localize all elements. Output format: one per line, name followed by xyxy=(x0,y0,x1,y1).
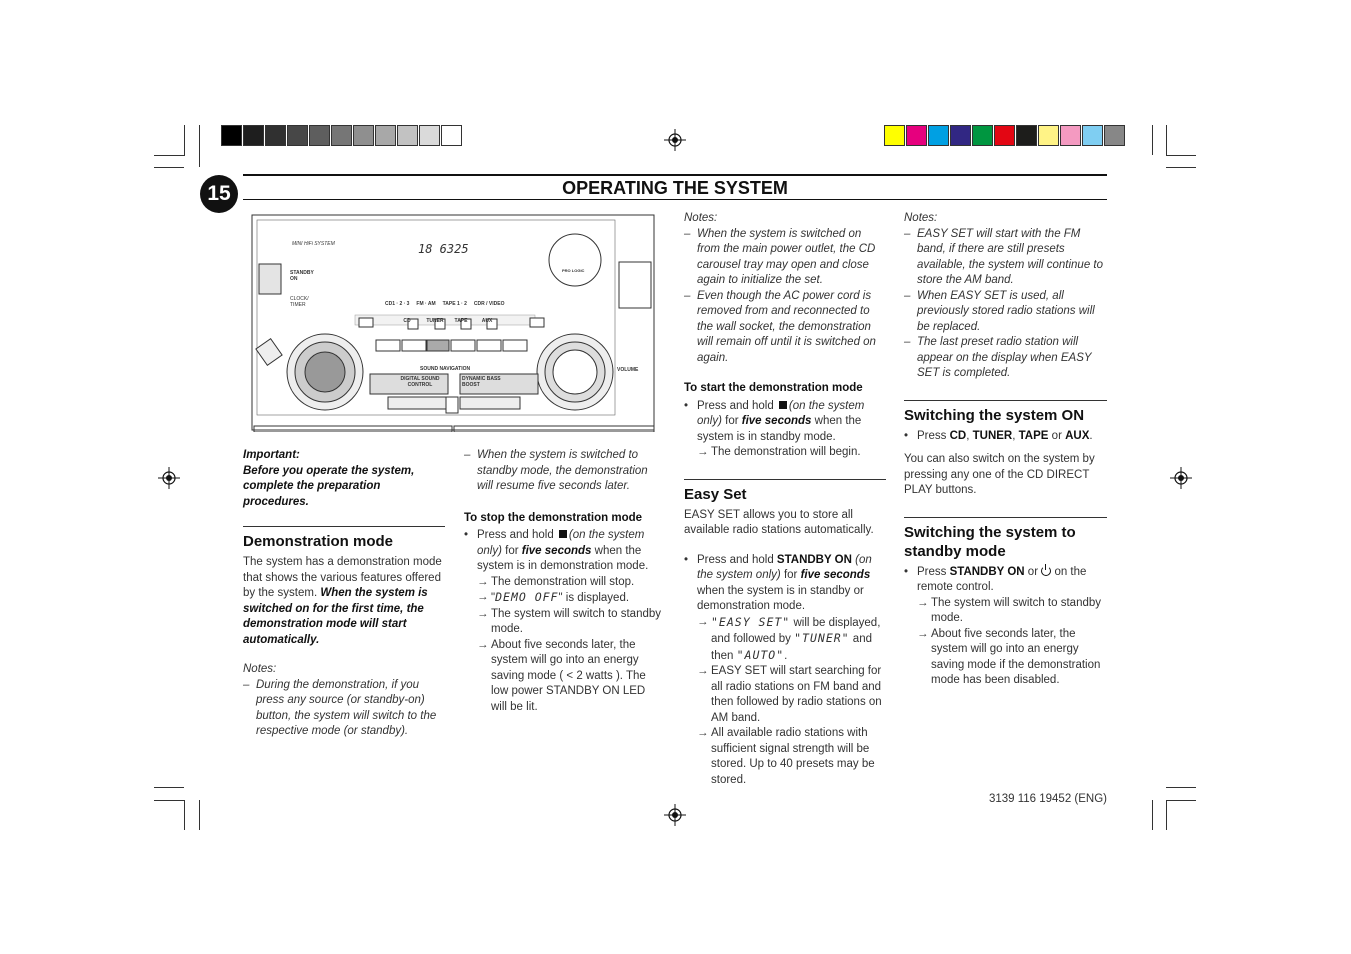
result-item: → "DEMO OFF" is displayed. xyxy=(477,590,630,604)
device-display: 18 6325 xyxy=(418,242,469,256)
color-swatch xyxy=(1016,125,1037,146)
column-1 xyxy=(243,448,445,740)
gray-swatch xyxy=(419,125,440,146)
document-code: 3139 116 19452 (ENG) xyxy=(988,793,1107,805)
arrow-icon: → xyxy=(697,727,709,739)
notes-label: Notes: xyxy=(904,212,938,224)
registration-mark-icon xyxy=(1170,467,1192,489)
result-item: → The system will switch to standby mode. xyxy=(917,596,1102,624)
registration-mark-icon xyxy=(158,467,180,489)
note-item: – When the system is switched to standby mode, the demonstration will resume five seconds later. xyxy=(464,449,648,492)
color-swatch xyxy=(884,125,905,146)
result-item: → About five seconds later, the system will go into an energy saving mode if the demonstration mode has been disabled. xyxy=(917,627,1101,686)
color-swatch xyxy=(906,125,927,146)
stop-square-icon xyxy=(779,401,787,409)
note-item: – EASY SET will start with the FM band, if there are still presets available, the system will continue to store the AM band. xyxy=(904,227,1104,286)
color-swatch xyxy=(1038,125,1059,146)
easy-set-paragraph: EASY SET allows you to store all available radio stations automatically. xyxy=(684,508,874,536)
gray-swatch xyxy=(375,125,396,146)
color-swatch xyxy=(972,125,993,146)
column-4 xyxy=(904,211,1107,689)
note-item: – During the demonstration, if you press any source (or standby-on) button, the system will switch to the respective mode (or standby). xyxy=(243,678,437,737)
column-2 xyxy=(464,448,662,715)
arrow-icon: → xyxy=(477,591,489,603)
power-icon xyxy=(1041,566,1051,576)
arrow-icon: → xyxy=(477,575,489,588)
registration-mark-icon xyxy=(664,804,686,826)
standby-step: • Press STANDBY ON or on the remote control. xyxy=(904,565,1107,596)
column-3 xyxy=(684,211,886,788)
demo-paragraph xyxy=(243,555,445,648)
arrow-icon: → xyxy=(917,627,929,640)
color-swatch xyxy=(950,125,971,146)
arrow-icon: → xyxy=(697,446,709,458)
easy-set-heading: Easy Set xyxy=(684,479,886,504)
arrow-icon: → xyxy=(477,607,489,620)
color-swatch xyxy=(928,125,949,146)
easy-set-step: • Press and hold STANDBY ON (on the system only) for five seconds when the system is in standby or demonstration mode. xyxy=(684,553,886,615)
switch-on-heading: Switching the system ON xyxy=(904,400,1107,425)
page-number-badge xyxy=(200,175,238,213)
gray-swatch xyxy=(221,125,242,146)
note-item: – The last preset radio station will appear on the display when EASY SET is completed. xyxy=(904,336,1092,379)
note-item: – Even though the AC power cord is removed from and reconnected to the wall socket, the demonstration will remain off until it is switched on again. xyxy=(684,289,876,364)
gray-swatch xyxy=(243,125,264,146)
gray-swatch xyxy=(265,125,286,146)
note-item: – When EASY SET is used, all previously stored radio stations will be replaced. xyxy=(904,289,1095,333)
gray-swatch xyxy=(441,125,462,146)
switch-on-paragraph: You can also switch on the system by pressing any one of the CD DIRECT PLAY buttons. xyxy=(904,453,1095,496)
stop-demo-heading: To stop the demonstration mode xyxy=(464,511,643,524)
page-number: 15 xyxy=(207,182,231,205)
result-item: → The system will switch to standby mode. xyxy=(477,607,662,635)
device-source-row: CD1 · 2 · 3 FM · AM TAPE 1 · 2 CDR / VIDEO xyxy=(385,301,505,307)
arrow-icon: → xyxy=(697,665,709,677)
demo-heading: Demonstration mode xyxy=(243,526,445,551)
stop-demo-step: • Press and hold (on the system only) for five seconds when the system is in demonstration mode. xyxy=(464,528,662,575)
device-prologic-label: PRO LOGIC xyxy=(562,268,585,273)
device-illustration xyxy=(240,212,658,432)
device-model-label: MINI HiFi SYSTEM xyxy=(292,241,335,247)
arrow-icon: → xyxy=(917,596,929,609)
device-dsc-label: DIGITAL SOUND CONTROL xyxy=(400,376,440,388)
important-title: Important: xyxy=(243,449,300,461)
header-rule-top xyxy=(243,174,1107,176)
device-sound-navigation-label: SOUND NAVIGATION xyxy=(420,366,471,372)
arrow-icon: → xyxy=(477,638,489,651)
page-title: OPERATING THE SYSTEM xyxy=(562,178,788,198)
result-item: → The demonstration will begin. xyxy=(684,445,886,461)
color-swatch xyxy=(1082,125,1103,146)
gray-swatch xyxy=(353,125,374,146)
result-item: → All available radio stations with sufficient signal strength will be stored. Up to 40 presets may be stored. xyxy=(697,727,875,786)
standby-heading: Switching the system to standby mode xyxy=(904,517,1107,561)
arrow-icon: → xyxy=(697,615,709,628)
gray-swatch xyxy=(397,125,418,146)
device-standby-label: STANDBY ON xyxy=(290,270,314,282)
note-item: – When the system is switched on from the main power outlet, the CD carousel tray may open and close again to initialize the set. xyxy=(684,227,876,286)
color-swatch xyxy=(994,125,1015,146)
important-text: Before you operate the system, complete the preparation procedures. xyxy=(243,464,415,508)
color-swatch xyxy=(1104,125,1125,146)
header-rule-bottom xyxy=(243,199,1107,200)
gray-swatch xyxy=(287,125,308,146)
demo-p1-bold: When the system is switched on for the first time, the demonstration mode will start automatically. xyxy=(243,587,428,646)
device-button-tuner: TUNER xyxy=(426,318,444,324)
device-volume-label: VOLUME xyxy=(617,367,639,373)
result-item: → EASY SET will start searching for all radio stations on FM band and then followed by radio stations on AM band. xyxy=(697,665,882,724)
registration-mark-icon xyxy=(664,129,686,151)
color-swatch xyxy=(1060,125,1081,146)
start-demo-heading: To start the demonstration mode xyxy=(684,382,863,394)
switch-on-step: • Press CD, TUNER, TAPE or AUX. xyxy=(904,429,1107,445)
notes-label: Notes: xyxy=(243,663,277,675)
gray-swatch xyxy=(331,125,352,146)
result-item: → The demonstration will stop. xyxy=(464,575,662,591)
demo-p1: The system has a demonstration mode that shows the various features offered by the system. xyxy=(243,556,442,599)
device-button-tape: TAPE xyxy=(454,318,468,324)
notes-label: Notes: xyxy=(684,212,718,224)
gray-swatch xyxy=(309,125,330,146)
result-item: → "EASY SET" will be displayed, and followed by "TUNER" and then "AUTO". xyxy=(697,614,881,662)
device-button-cd: CD xyxy=(403,318,411,324)
device-clock-label: CLOCK/ TIMER xyxy=(290,296,309,308)
stop-square-icon xyxy=(559,530,567,538)
result-item: → About five seconds later, the system will go into an energy saving mode ( < 2 watts ). The low power STANDBY ON LED will be lit. xyxy=(477,638,646,713)
device-dbb-label: DYNAMIC BASS BOOST xyxy=(462,376,501,388)
start-demo-step: • Press and hold (on the system only) for five seconds when the system is in standby mode. xyxy=(684,399,886,446)
device-button-aux: AUX xyxy=(481,318,493,324)
